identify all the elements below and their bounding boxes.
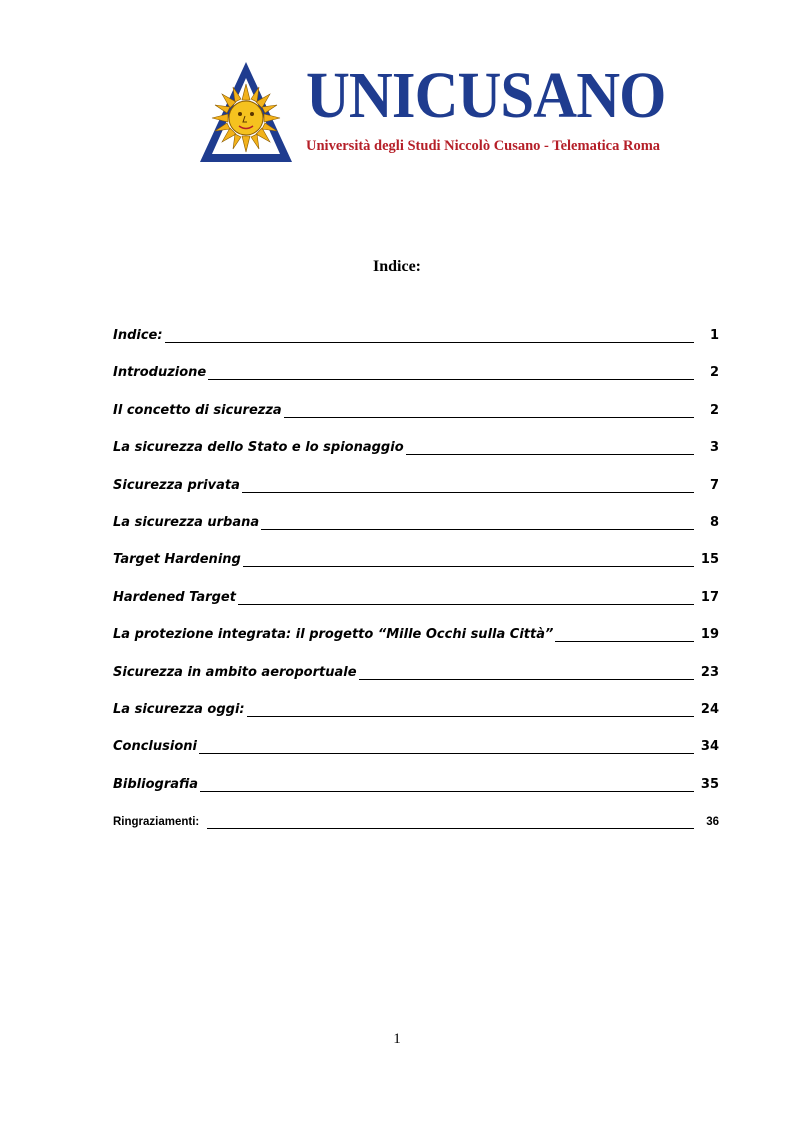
unicusano-logo [196, 58, 666, 173]
sun-emblem-icon [196, 58, 296, 173]
toc-leader-line [261, 513, 694, 530]
toc-entry-page: 8 [709, 514, 719, 530]
toc-entry-page: 35 [700, 776, 719, 792]
table-of-contents [113, 326, 719, 849]
toc-leader-line [284, 401, 694, 418]
toc-entry[interactable] [113, 700, 719, 737]
page-title: Indice: [373, 258, 421, 275]
toc-entry-title: La protezione integrata: il progetto “Mille Occhi sulla Città” [113, 627, 554, 643]
toc-entry-page: 1 [709, 328, 719, 343]
toc-leader-line [247, 700, 694, 717]
toc-entry-page: 3 [709, 440, 719, 456]
toc-entry-title: La sicurezza dello Stato e lo spionaggio [113, 440, 404, 456]
toc-entry-title: Introduzione [113, 365, 207, 381]
toc-entry-page: 24 [700, 701, 719, 717]
toc-entry[interactable] [113, 550, 719, 587]
toc-entry[interactable] [113, 513, 719, 550]
toc-entry-page: 15 [700, 552, 719, 568]
toc-entry-page: 2 [709, 402, 719, 418]
toc-entry[interactable] [113, 401, 719, 438]
toc-entry-page: 36 [706, 816, 719, 829]
toc-entry-title: Sicurezza privata [113, 477, 240, 493]
toc-entry-title: Sicurezza in ambito aeroportuale [113, 664, 357, 680]
toc-entry-page: 17 [700, 589, 719, 605]
toc-entry-page: 34 [700, 739, 719, 755]
page-number: 1 [393, 1031, 401, 1047]
toc-leader-line [406, 438, 694, 455]
toc-entry-title: Hardened Target [113, 589, 236, 605]
toc-entry[interactable] [113, 812, 719, 849]
toc-leader-line [208, 363, 694, 380]
toc-entry-title: La sicurezza oggi: [113, 701, 245, 717]
toc-entry[interactable] [113, 326, 719, 363]
toc-entry-title: Ringraziamenti: [113, 816, 200, 829]
toc-entry-title: Bibliografia [113, 776, 199, 792]
toc-leader-line [242, 476, 694, 493]
brand-subtitle: Università degli Studi Niccolò Cusano - Telematica Roma [306, 138, 661, 154]
toc-leader-line [200, 775, 694, 792]
toc-entry[interactable] [113, 663, 719, 700]
brand-name: UNICUSANO [306, 59, 666, 132]
toc-entry-page: 2 [709, 365, 719, 381]
toc-entry-title: Il concetto di sicurezza [113, 402, 282, 418]
toc-leader-line [238, 588, 694, 605]
toc-entry[interactable] [113, 438, 719, 475]
toc-entry-title: La sicurezza urbana [113, 514, 260, 530]
toc-entry-title: Indice: [113, 328, 163, 343]
toc-leader-line [207, 812, 694, 829]
toc-entry-page: 19 [700, 627, 719, 643]
toc-leader-line [199, 737, 694, 754]
toc-entry[interactable] [113, 737, 719, 774]
toc-leader-line [555, 625, 694, 642]
toc-leader-line [243, 550, 694, 567]
toc-entry-title: Target Hardening [113, 552, 241, 568]
toc-entry-title: Conclusioni [113, 739, 197, 755]
toc-leader-line [165, 326, 694, 343]
toc-entry[interactable] [113, 588, 719, 625]
toc-entry-page: 23 [700, 664, 719, 680]
toc-entry[interactable] [113, 363, 719, 400]
toc-entry[interactable] [113, 476, 719, 513]
toc-leader-line [359, 663, 694, 680]
toc-entry[interactable] [113, 625, 719, 662]
toc-entry-page: 7 [709, 477, 719, 493]
toc-entry[interactable] [113, 775, 719, 812]
